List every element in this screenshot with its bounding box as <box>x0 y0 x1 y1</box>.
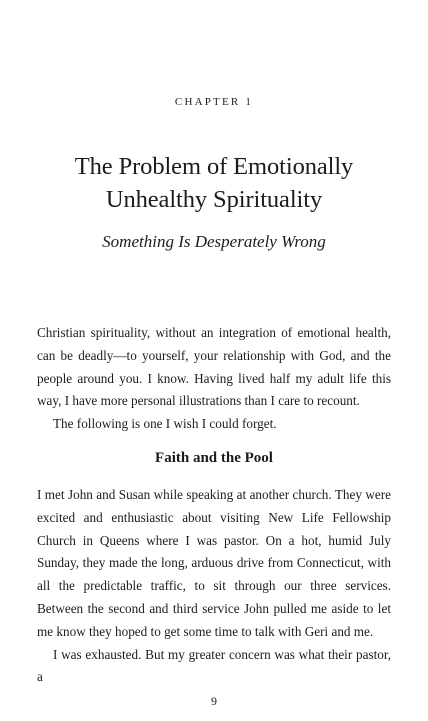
chapter-title-line-1: The Problem of Emotionally <box>74 153 354 180</box>
section-paragraph-2: I was exhausted. But my greater concern was what their pastor, a <box>37 646 391 685</box>
section-text <box>37 484 391 689</box>
chapter-title <box>0 150 428 216</box>
page-number: 9 <box>211 694 217 708</box>
chapter-subtitle: Something Is Desperately Wrong <box>102 232 326 251</box>
intro-text <box>37 322 391 436</box>
chapter-label: CHAPTER 1 <box>174 96 254 108</box>
chapter-title-line-2: Unhealthy Spirituality <box>105 186 323 213</box>
intro-paragraph-1: Christian spirituality, without an integration of emotional health, can be deadly—to yourself, your relationship with God, and the people around you. I know. Having lived half my adult life this way, I have more personal illustrations than I care to recount. <box>37 325 391 409</box>
section-paragraph-1: I met John and Susan while speaking at another church. They were excited and enthusiastic about visiting New Life Fellowship Church in Queens where I was pastor. On a hot, humid July Sunday, they made the long, arduous drive from Connecticut, with all the predictable traffic, to sit through our three services. Between the second and third service John pulled me aside to let me know they hoped to get some time to talk with Geri and me. <box>37 487 391 639</box>
intro-paragraph-2: The following is one I wish I could forget. <box>53 416 277 432</box>
section-heading: Faith and the Pool <box>155 450 273 466</box>
